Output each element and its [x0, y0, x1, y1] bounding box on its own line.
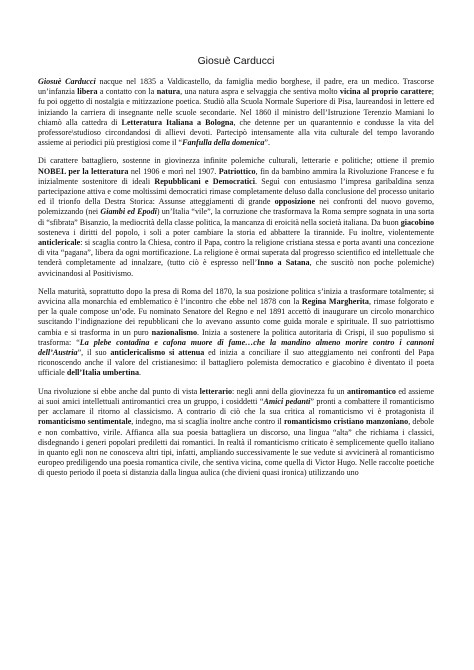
body-text: a contatto con la	[97, 87, 157, 97]
body-text: .	[139, 368, 142, 378]
paragraph-literature	[38, 387, 434, 479]
body-text: , una natura aspra e selvaggia che sentiva molto	[180, 87, 340, 97]
body-text: : negli anni della giovinezza fu un	[232, 386, 348, 396]
body-text: ed inizia a conciliare il suo atteggiamento nei confronti del Papa riconoscendo anche il valore del cristianesimo: il battagliero polemista democratico e giacobino è diventato il poeta ufficiale	[38, 348, 434, 378]
emphasized-text: natura	[156, 87, 181, 97]
emphasized-text: Repubblicani e Democratici	[154, 176, 256, 186]
emphasized-text: Patriottico	[218, 166, 256, 176]
emphasized-text: antiromantico	[347, 386, 396, 396]
body-text: , rimase folgorato e per la quale compose un’ode. Fu nominato Senatore del Regno e nel 1891 accettò di inaugurare un circolo monarchico suscitando l’indignazione dei repubblicani che lo avevano assunto come guida morale e spirituale. Il suo patriottismo cambia e si trasforma in un puro	[38, 297, 435, 337]
body-text: ; fu poi oggetto di nostalgia e mitizzazione poetica. Studiò alla Scuola Normale Superiore di Pisa, laureandosi in lettere ed iniziando la carriera di insegnante nelle scuole secondarie. Nel 1860 il ministro dell’Istruzione Terenzio Mamiani lo chiamò alla cattedra di	[38, 87, 435, 127]
body-text: . Inizia a sostenere la politica autoritaria di Crispi, il suo populismo si trasforma: “	[38, 327, 434, 347]
body-text: nei confronti del nuovo governo, polemizzando (nei	[38, 197, 435, 217]
body-text: : si scaglia contro la Chiesa, contro il Papa, contro la religione cristiana stessa e porta avanti una concezione di vita “pagana”, libera da ogni mortificazione. La religione è ormai superata dal progresso scientifico ed intellettuale che tenderà completamente ad innalzare, (tutto ciò è espresso nell’	[38, 238, 434, 268]
paragraph-politics	[38, 156, 434, 278]
emphasized-text: giacobino	[400, 217, 434, 227]
page-title: Giosuè Carducci	[197, 56, 275, 67]
body-text: ”.	[264, 138, 270, 148]
body-text: , indegno, ma si scaglia inoltre anche contro il	[131, 417, 284, 427]
emphasized-text: Regina Margherita	[301, 297, 369, 307]
body-text: ed assieme ai suoi amici intellettuali antiromantici crea un gruppo, i cosiddetti “	[38, 386, 435, 406]
emphasized-text: Giambi ed Epodi	[100, 207, 157, 217]
emphasized-text: romanticismo sentimentale	[38, 417, 132, 427]
emphasized-text: romanticismo cristiano manzoniano	[283, 417, 409, 427]
emphasized-text: NOBEL per la letteratura	[38, 166, 129, 176]
emphasized-text: Amici pedanti	[263, 396, 311, 406]
body-text: , che detenne per un quarantennio e condusse la vita del professore\studioso circondandosi di allievi devoti. Partecipò intensamente alla vita culturale del tempo lavorando assieme ai periodici più prestigiosi come il “	[38, 117, 435, 148]
paragraph-biography	[38, 77, 434, 148]
body-text: ” pronti a combattere il romanticismo per acclamare il ritorno al classicismo. A contrario di ciò che la sua critica al romanticismo vi è protagonista il	[38, 396, 435, 417]
body-text: ) un’Italia “vile”, la corruzione che trasformava la Roma sempre sognata in una sorta di “sfibrata” Bisanzio, la mediocrità della classe politica, la mancanza di eroicità nella società italiana. Da buon	[38, 207, 434, 227]
emphasized-text: Letteratura Italiana a Bologna	[121, 117, 234, 127]
body-text: Una rivoluzione si ebbe anche dal punto di vista	[38, 386, 200, 396]
emphasized-text: anticlericale	[38, 238, 81, 248]
emphasized-text: Giosuè Carducci	[38, 77, 96, 86]
emphasized-text: dell’Italia umbertina	[66, 368, 140, 378]
emphasized-text: opposizione	[274, 197, 316, 207]
body-text: nacque nel 1835 a Valdicastello, da famiglia medio borghese, il padre, era un medico. Trascorse un’infanzia	[38, 77, 434, 97]
body-text: . Seguì con entusiasmo l’impresa garibaldina senza partecipazione attiva e come moltissimi democratici rimase completamente deluso dalla conclusione del processo unitario ed il trionfo della Destra Storica: Assunse atteggiamenti di grande	[38, 176, 435, 207]
emphasized-text: Fanfulla della domenica	[182, 138, 265, 148]
emphasized-text: vicina al proprio carattere	[339, 87, 432, 97]
emphasized-text: anticlericalismo si attenua	[110, 348, 205, 358]
body-text: , debole e non combattivo, virile. Affianca alla sua poesia battagliera un discorso, una lingua “alta” che richiama i classici, disdegnando i generi popolari prediletti dai romantici. In realtà il romanticismo criticato è semplicemente quello italiano in quanto egli non ne conosceva altri tipi, infatti, ampliando successivamente le sue vedute si avvicinerà al romanticismo europeo prediligendo una poesia romantica civile, che sentiva vicina, come quella di Victor Hugo. Nelle raccolte poetiche di questo periodo il poeta si distanzia dalla lingua aulica (che divieni quasi ironica) utilizzando uno	[38, 417, 435, 478]
body-text: , che suscitò non poche polemiche) avvicinandosi al Positivismo.	[38, 258, 434, 278]
body-text: , fin da bambino ammira la Rivoluzione Francese e fu inizialmente sostenitore di ideali	[38, 166, 434, 186]
body-text: sosteneva i diritti del popolo, i soli a poter cambiare la storia ed abbattere la tirannide. Fu inoltre, violentemente	[38, 227, 434, 237]
body-text: nel 1906 e morì nel 1907.	[128, 166, 219, 176]
emphasized-text: La plebe contadina e cafona muore di fame…che la mandino almeno morire contro i cannoni dell’Austria	[38, 337, 434, 358]
emphasized-text: libera	[77, 87, 98, 97]
emphasized-text: nazionalismo	[151, 327, 198, 337]
emphasized-text: letterario	[199, 386, 233, 396]
body-text: Di carattere battagliero, sostenne in giovinezza infinite polemiche culturali, letterarie e politiche; ottiene il premio	[38, 156, 434, 166]
paragraph-maturity	[38, 287, 434, 379]
body-text: ”, il suo	[77, 348, 111, 358]
emphasized-text: Inno a Satana	[257, 258, 310, 268]
body-text: Nella maturità, soprattutto dopo la presa di Roma del 1870, la sua posizione politica s’inizia a trasformare totalmente; si avvicina alla monarchia ed emblematico è l’incontro che ebbe nel 1878 con la	[38, 286, 434, 307]
